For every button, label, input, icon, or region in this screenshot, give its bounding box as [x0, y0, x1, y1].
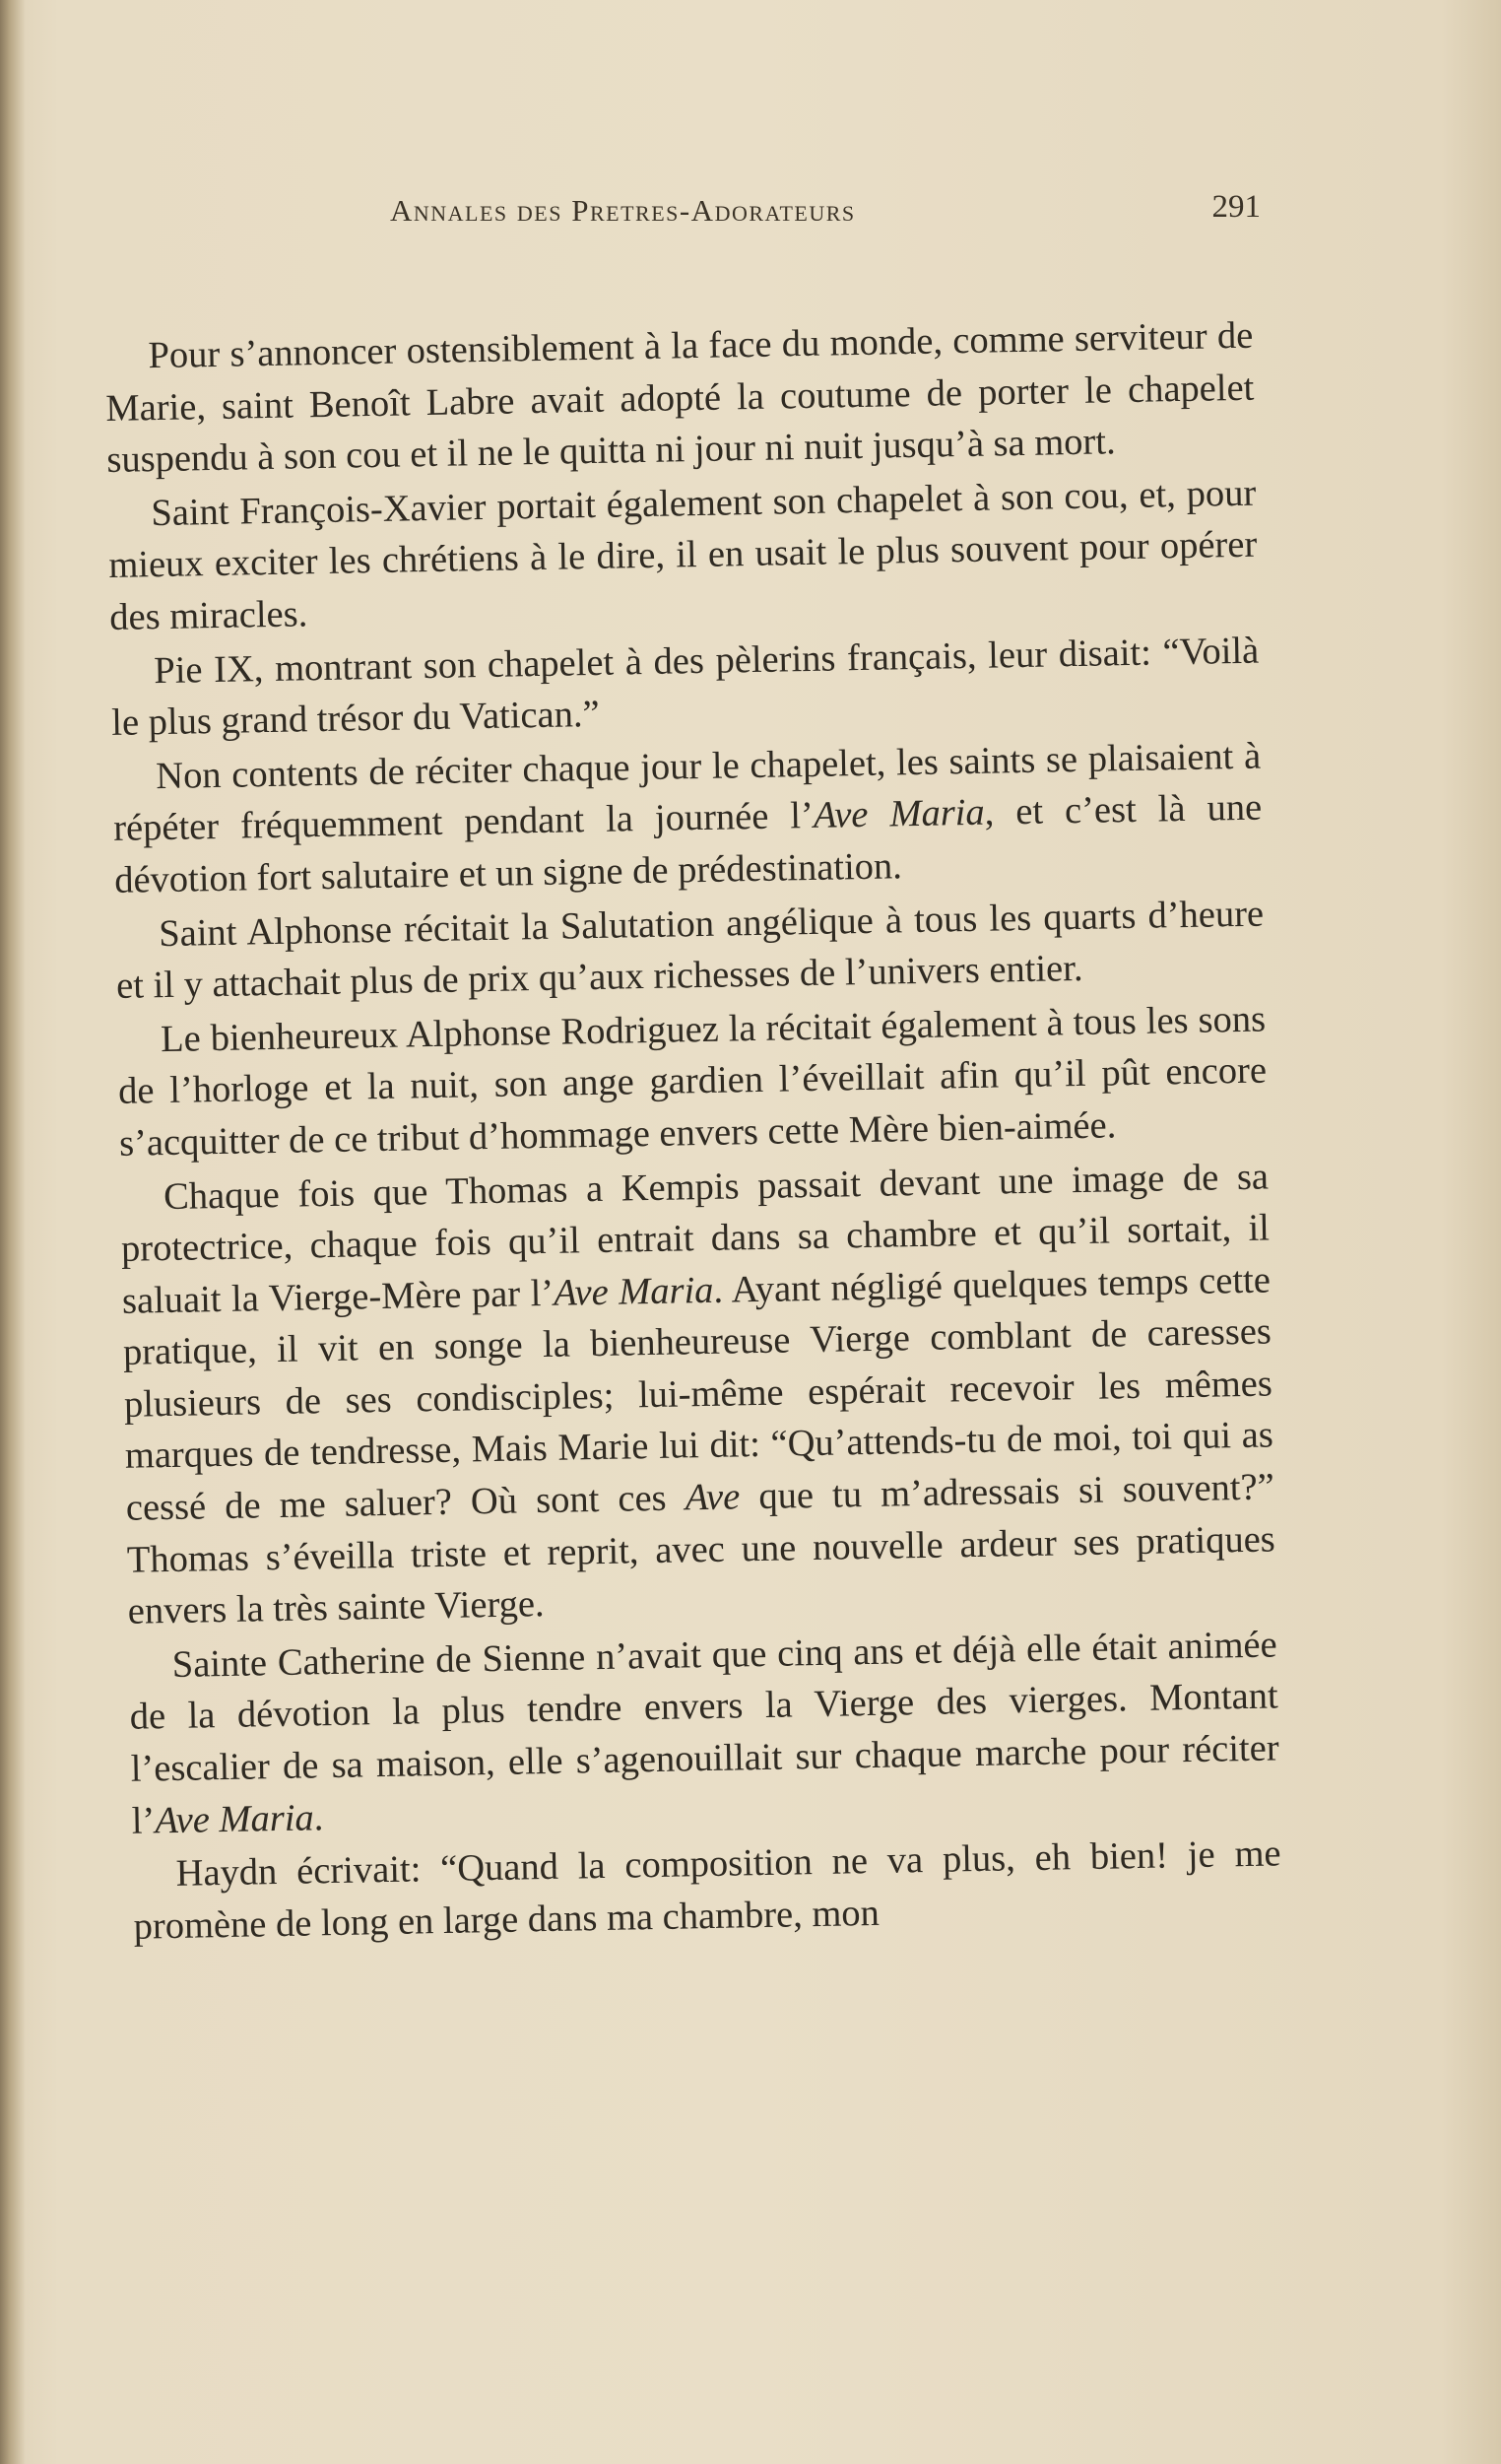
- italic-ave: Ave: [685, 1476, 741, 1519]
- paragraph-thomas-a-kempis: Chaque fois que Thomas a Kempis passait devant une image de sa protectrice, chaque fois qu’il entrait dans sa chambre et qu’il sortait, il saluait la Vierge-Mère par l’Ave Maria. Ayant négligé quelques temps cette pratique, il vit en songe la bienheureuse Vierge comblant de caresses plusieurs de ses condisciples; lui-même espérait recevoir les mêmes marques de tendresse, Mais Marie lui dit: “Qu’attends-tu de moi, toi qui as cessé de me saluer? Où sont ces Ave que tu m’adressais si souvent?” Thomas s’éveilla triste et reprit, avec une nouvelle ardeur ses pratiques envers la très sainte Vierge.: [120, 1155, 1276, 1633]
- italic-ave-maria: Ave Maria: [813, 792, 986, 837]
- italic-ave-maria: Ave Maria: [154, 1796, 315, 1841]
- paragraph-alphonse-rodriguez: Le bienheureux Alphonse Rodriguez la récitait également à tous les sons de l’horloge et la nuit, son ange gardien l’éveillait afin qu’il pût encore s’acquitter de ce tribut d’hommage envers cette Mère bien-aimée.: [117, 998, 1268, 1165]
- paragraph-saints-ave-maria: Non contents de réciter chaque jour le chapelet, les saints se plaisaient à répéter fréquemment pendant la journée l’Ave Maria, et c’est là une dévotion fort salutaire et un signe de prédestination.: [112, 735, 1263, 901]
- paragraph-haydn: Haydn écrivait: “Quand la composition ne va plus, eh bien! je me promène de long en large dans ma chambre, mon: [133, 1832, 1281, 1948]
- running-title: Annales des Pretres-Adorateurs: [390, 193, 856, 228]
- paragraph-francois-xavier: Saint François-Xavier portait également son chapelet à son cou, et, pour mieux exciter les chrétiens à le dire, il en usait le plus souvent pour opérer des miracles.: [107, 472, 1258, 638]
- paragraph-catherine-de-sienne: Sainte Catherine de Sienne n’avait que cinq ans et déjà elle était animée de la dévotion la plus tendre envers la Vierge des vierges. Montant l’escalier de sa maison, elle s’agenouillait sur chaque marche pour réciter l’Ave Maria.: [129, 1624, 1279, 1842]
- page-header: [98, 189, 1261, 242]
- page-number: 291: [1211, 189, 1261, 225]
- body-text: [104, 310, 1282, 1953]
- paragraph-saint-alphonse: Saint Alphonse récitait la Salutation angélique à tous les quarts d’heure et il y attachait plus de prix qu’aux richesses de l’univers entier.: [115, 893, 1265, 1008]
- paragraph-pie-ix: Pie IX, montrant son chapelet à des pèlerins français, leur disait: “Voilà le plus grand trésor du Vatican.”: [110, 630, 1260, 745]
- paragraph-benoit-labre: Pour s’annoncer ostensiblement à la face du monde, comme serviteur de Marie, saint Benoît Labre avait adopté la coutume de porter le chapelet suspendu à son cou et il ne le quitta ni jour ni nuit jusqu’à sa mort.: [105, 314, 1255, 482]
- italic-ave-maria: Ave Maria: [553, 1269, 714, 1314]
